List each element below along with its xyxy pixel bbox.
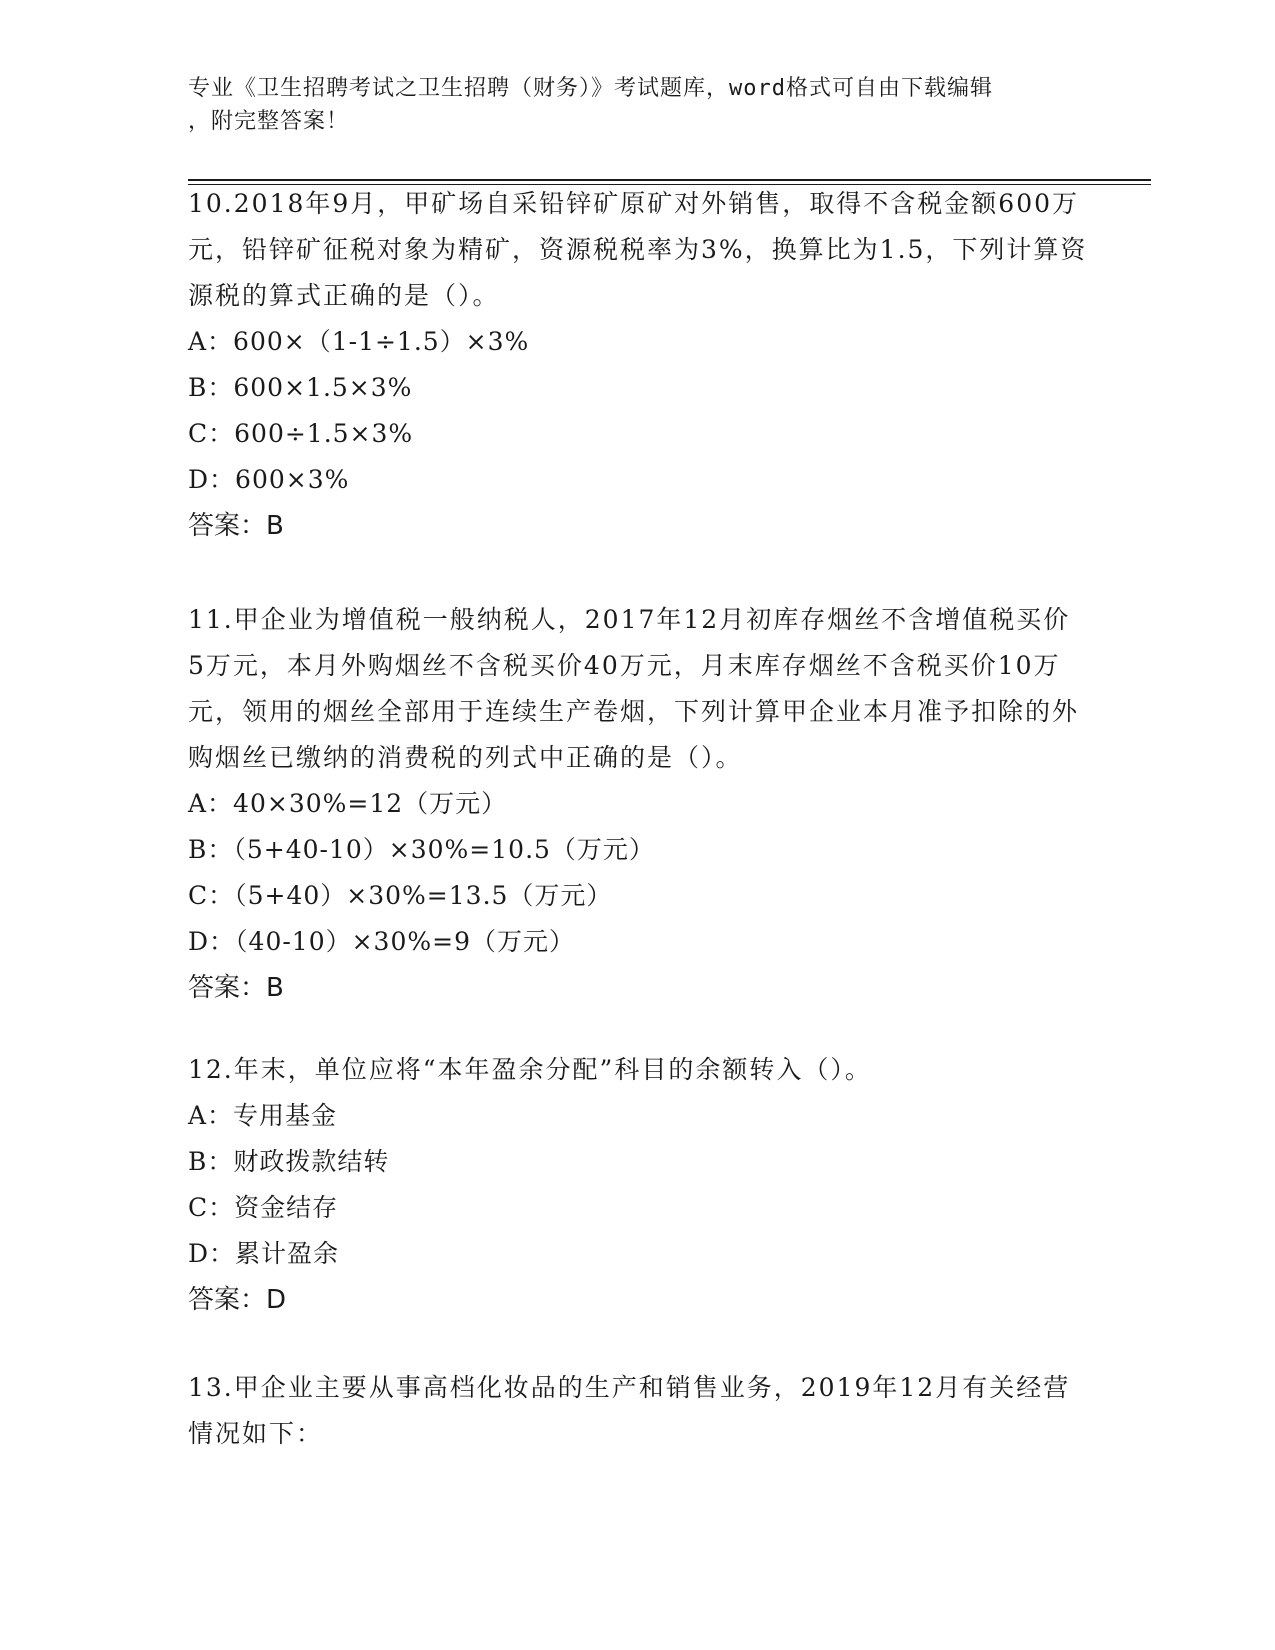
question-stem: 12.年末，单位应将“本年盈余分配”科目的余额转入（）。 [188,1055,872,1084]
question-11 [188,597,1088,1011]
question-10 [188,181,1088,549]
option-d: D：累计盈余 [188,1239,340,1268]
answer: 答案：D [188,1285,287,1315]
question-stem: 10.2018年9月，甲矿场自采铅锌矿原矿对外销售，取得不含税金额600万元，铅锌矿征税对象为精矿，资源税税率为3%，换算比为1.5，下列计算资源税的算式正确的是（）。 [188,189,1088,310]
question-13 [188,1365,1088,1457]
question-12 [188,1047,1088,1323]
option-c: C：资金结存 [188,1193,339,1222]
option-a: A：40×30%=12（万元） [188,789,508,818]
answer: 答案：B [188,973,284,1003]
header-line-2: ，附完整答案！ [188,109,350,134]
answer: 答案：B [188,511,284,541]
option-c: C：600÷1.5×3% [188,419,414,448]
option-a: A：600×（1-1÷1.5）×3% [188,327,530,356]
header-line-1: 专业《卫生招聘考试之卫生招聘（财务）》考试题库，word格式可自由下载编辑 [188,76,993,101]
option-c: C：（5+40）×30%=13.5（万元） [188,881,613,910]
question-stem: 13.甲企业主要从事高档化妆品的生产和销售业务，2019年12月有关经营情况如下： [188,1373,1071,1448]
option-b: B：财政拨款结转 [188,1147,390,1176]
option-d: D：600×3% [188,465,350,494]
option-d: D：（40-10）×30%=9（万元） [188,927,575,956]
option-b: B：（5+40-10）×30%=10.5（万元） [188,835,655,864]
document-header [188,72,1068,138]
question-stem: 11.甲企业为增值税一般纳税人，2017年12月初库存烟丝不含增值税买价5万元，本月外购烟丝不含税买价40万元，月末库存烟丝不含税买价10万元，领用的烟丝全部用于连续生产卷烟，下列计算甲企业本月准予扣除的外购烟丝已缴纳的消费税的列式中正确的是（）。 [188,605,1080,772]
option-a: A：专用基金 [188,1101,338,1130]
option-b: B：600×1.5×3% [188,373,413,402]
